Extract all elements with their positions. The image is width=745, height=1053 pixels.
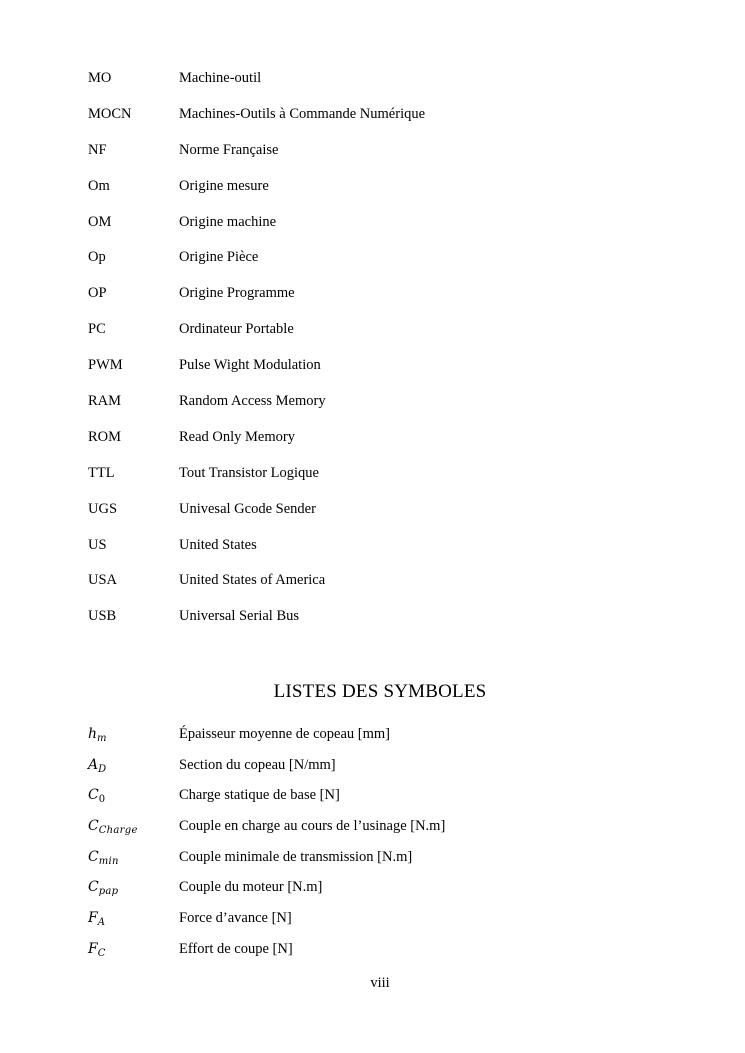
- abbreviation-row: [88, 104, 688, 140]
- symbol-base: F: [88, 910, 98, 927]
- abbreviation-term: NF: [88, 141, 107, 158]
- abbreviation-row: [88, 570, 688, 606]
- symbol-definition: Section du copeau [N/mm]: [179, 756, 336, 773]
- symbol-list: [88, 724, 688, 970]
- symbol-subscript: m: [97, 733, 107, 744]
- page-number: viii: [370, 975, 390, 991]
- symbol-subscript: C: [97, 947, 106, 959]
- symbol-subscript: A: [97, 917, 106, 929]
- abbreviation-term: UGS: [88, 500, 118, 517]
- symbol-row: [88, 877, 688, 908]
- symbol-base: h: [88, 726, 98, 742]
- abbreviation-definition: United States: [179, 536, 257, 553]
- abbreviation-term: USA: [88, 572, 118, 589]
- abbreviation-term: RAM: [88, 393, 122, 410]
- symbol-definition: Effort de coupe [N]: [179, 940, 293, 957]
- symbol-row: [88, 908, 688, 939]
- abbreviation-term: Om: [88, 177, 110, 194]
- abbreviation-row: [88, 499, 688, 535]
- abbreviation-definition: Random Access Memory: [179, 393, 326, 410]
- abbreviation-term: MO: [88, 70, 112, 86]
- symbol-row: [88, 724, 688, 755]
- abbreviation-list: [88, 68, 688, 642]
- abbreviation-row: [88, 176, 688, 212]
- abbreviation-row: [88, 283, 688, 319]
- abbreviation-row: [88, 463, 688, 499]
- abbreviation-definition: Pulse Wight Modulation: [179, 357, 321, 374]
- abbreviation-definition: Machine-outil: [179, 70, 262, 86]
- abbreviation-row: [88, 355, 688, 391]
- abbreviation-definition: Norme Française: [179, 141, 279, 158]
- symbol-subscript: 0: [98, 794, 106, 806]
- symbol-subscript: D: [98, 763, 107, 775]
- abbreviation-definition: Universal Serial Bus: [179, 608, 300, 625]
- symbol-base: C: [88, 818, 99, 835]
- abbreviation-row: [88, 606, 688, 642]
- symbol-base: C: [88, 848, 99, 865]
- abbreviation-term: USB: [88, 608, 117, 625]
- symbol-term: [88, 908, 179, 930]
- symbol-term: [88, 847, 179, 869]
- symbol-subscript: Charge: [98, 825, 138, 837]
- symbol-term: [88, 939, 179, 961]
- abbreviation-row: [88, 212, 688, 248]
- symbol-base: F: [88, 940, 98, 957]
- symbol-base: A: [88, 756, 99, 773]
- symbol-base: C: [88, 879, 99, 896]
- abbreviation-term: ROM: [88, 428, 122, 445]
- abbreviation-definition: Origine machine: [179, 213, 277, 230]
- symbol-term: [88, 877, 179, 899]
- abbreviation-row: [88, 535, 688, 571]
- abbreviation-definition: Tout Transistor Logique: [179, 464, 319, 481]
- abbreviation-definition: Read Only Memory: [179, 428, 295, 445]
- symbol-term: [88, 724, 179, 746]
- abbreviation-term: Op: [88, 249, 106, 266]
- symbols-section-title: LISTES DES SYMBOLES: [273, 681, 487, 702]
- symbol-row: [88, 939, 688, 970]
- symbol-row: [88, 755, 688, 786]
- symbol-base: C: [88, 787, 99, 804]
- abbreviation-row: [88, 68, 688, 104]
- abbreviation-row: [88, 427, 688, 463]
- symbol-row: [88, 785, 688, 816]
- symbol-term: [88, 755, 179, 777]
- abbreviation-term: TTL: [88, 464, 115, 481]
- abbreviation-definition: Ordinateur Portable: [179, 321, 294, 338]
- abbreviation-term: PWM: [88, 357, 123, 374]
- abbreviation-definition: Machines-Outils à Commande Numérique: [179, 105, 426, 122]
- symbol-row: [88, 847, 688, 878]
- symbol-term: [88, 785, 179, 807]
- symbol-term: [88, 816, 179, 838]
- abbreviation-definition: Origine mesure: [179, 177, 269, 194]
- symbol-row: [88, 816, 688, 847]
- abbreviation-row: [88, 140, 688, 176]
- abbreviation-term: PC: [88, 321, 106, 338]
- abbreviation-row: [88, 391, 688, 427]
- symbol-definition: Couple du moteur [N.m]: [179, 879, 323, 896]
- abbreviation-definition: United States of America: [179, 572, 326, 589]
- symbol-definition: Épaisseur moyenne de copeau [mm]: [179, 726, 390, 742]
- symbol-definition: Charge statique de base [N]: [179, 787, 340, 804]
- abbreviation-definition: Origine Programme: [179, 285, 295, 302]
- abbreviation-definition: Origine Pièce: [179, 249, 259, 266]
- abbreviation-row: [88, 247, 688, 283]
- abbreviation-row: [88, 319, 688, 355]
- symbol-subscript: pap: [98, 886, 119, 898]
- symbol-definition: Couple en charge au cours de l’usinage [N.m]: [179, 818, 446, 835]
- abbreviation-term: OP: [88, 285, 107, 302]
- abbreviation-definition: Univesal Gcode Sender: [179, 500, 316, 517]
- abbreviation-term: US: [88, 536, 107, 553]
- symbol-subscript: min: [98, 855, 119, 867]
- abbreviation-term: OM: [88, 213, 112, 230]
- symbol-definition: Couple minimale de transmission [N.m]: [179, 848, 413, 865]
- abbreviation-term: MOCN: [88, 105, 132, 122]
- symbol-definition: Force d’avance [N]: [179, 910, 292, 927]
